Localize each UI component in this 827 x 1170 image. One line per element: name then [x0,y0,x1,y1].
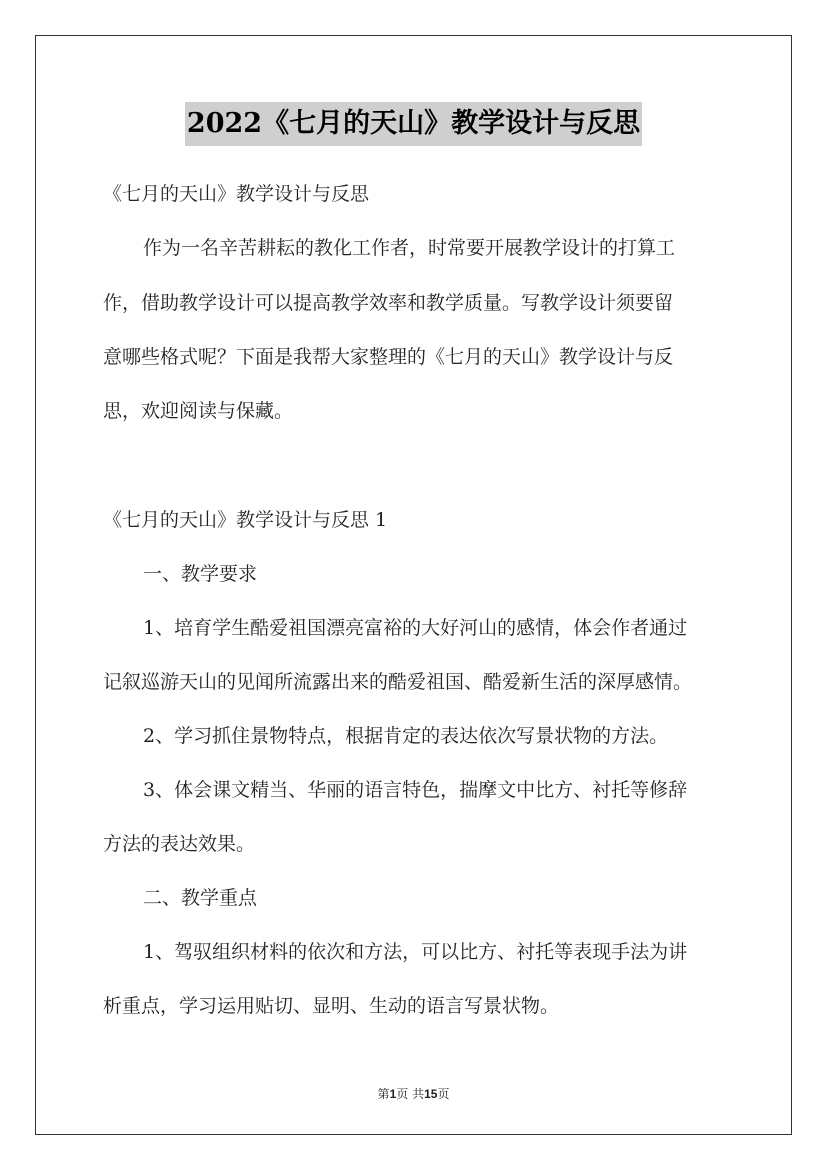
page-footer [0,1085,827,1102]
requirement-1-line-2: 记叙巡游天山的见闻所流露出来的酷爱祖国、酷爱新生活的深厚感情。 [103,671,693,693]
document-title: 2022《七月的天山》教学设计与反思 [185,102,642,146]
document-subtitle: 《七月的天山》教学设计与反思 [103,183,370,205]
requirement-1-line-1: 1、培育学生酷爱祖国漂亮富裕的大好河山的感情，体会作者通过 [143,617,688,639]
footer-middle: 页 共 [396,1087,425,1101]
key-point-1-line-1: 1、驾驭组织材料的依次和方法，可以比方、衬托等表现手法为讲 [143,941,688,963]
footer-page-number: 1 [389,1087,397,1101]
footer-suffix: 页 [437,1087,450,1101]
requirement-3-line-2: 方法的表达效果。 [103,833,256,855]
key-point-1-line-2: 析重点，学习运用贴切、显明、生动的语言写景状物。 [103,995,560,1017]
footer-page-total: 15 [424,1087,438,1101]
intro-line-4: 思，欢迎阅读与保藏。 [103,400,294,422]
requirement-2: 2、学习抓住景物特点，根据肯定的表达依次写景状物的方法。 [143,725,669,747]
heading-key-points: 二、教学重点 [143,887,258,909]
intro-line-3: 意哪些格式呢？下面是我帮大家整理的《七月的天山》教学设计与反 [103,346,674,368]
intro-line-2: 作，借助教学设计可以提高教学效率和教学质量。写教学设计须要留 [103,292,674,314]
requirement-3-line-1: 3、体会课文精当、华丽的语言特色，揣摩文中比方、衬托等修辞 [143,779,688,801]
section-title: 《七月的天山》教学设计与反思 1 [103,509,388,531]
intro-line-1: 作为一名辛苦耕耘的教化工作者，时常要开展教学设计的打算工 [143,237,676,259]
heading-requirements: 一、教学要求 [143,563,258,585]
title-wrap [0,102,827,146]
footer-prefix: 第 [377,1087,390,1101]
